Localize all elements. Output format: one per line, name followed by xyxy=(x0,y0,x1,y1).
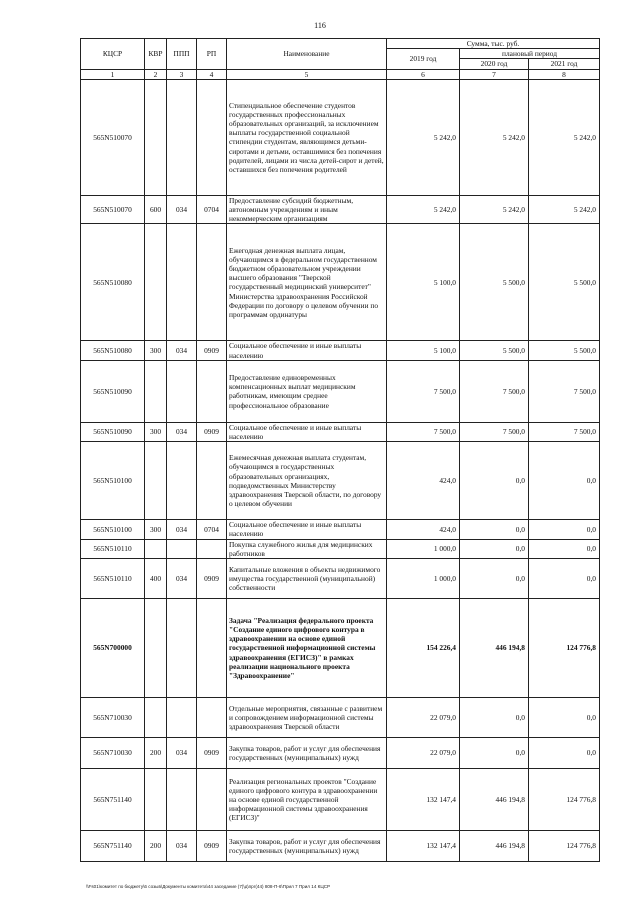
sum-2019-cell: 1 000,0 xyxy=(387,539,460,558)
ppp-cell: 034 xyxy=(167,559,197,599)
kcsr-cell: 565N510100 xyxy=(81,442,145,520)
name-cell: Социальное обеспечение и иные выплаты населению xyxy=(227,341,387,360)
sum-2020-cell: 0,0 xyxy=(460,539,529,558)
table-row xyxy=(81,360,600,422)
table-row xyxy=(81,831,600,862)
sum-2021-cell: 5 242,0 xyxy=(529,195,600,224)
rp-cell: 0704 xyxy=(197,520,227,539)
sum-2021-cell: 124 776,8 xyxy=(529,599,600,698)
sum-2019-cell: 132 147,4 xyxy=(387,831,460,862)
kvr-cell: 300 xyxy=(145,341,167,360)
sum-2021-cell: 0,0 xyxy=(529,539,600,558)
table-row xyxy=(81,769,600,831)
sum-2019-cell: 424,0 xyxy=(387,442,460,520)
name-cell: Капитальные вложения в объекты недвижимого имущества государственной (муниципальной) собственности xyxy=(227,559,387,599)
table-row xyxy=(81,442,600,520)
sum-2020-cell: 5 500,0 xyxy=(460,341,529,360)
sum-2019-cell: 5 242,0 xyxy=(387,195,460,224)
kcsr-cell: 565N510080 xyxy=(81,224,145,341)
rp-cell xyxy=(197,442,227,520)
rp-cell: 0909 xyxy=(197,738,227,769)
kvr-cell: 400 xyxy=(145,559,167,599)
kvr-cell: 200 xyxy=(145,831,167,862)
sum-2019-cell: 5 100,0 xyxy=(387,341,460,360)
sum-2021-cell: 5 500,0 xyxy=(529,341,600,360)
rp-cell xyxy=(197,539,227,558)
header-sum: Сумма, тыс. руб. xyxy=(387,39,600,49)
sum-2020-cell: 7 500,0 xyxy=(460,360,529,422)
ppp-cell: 034 xyxy=(167,341,197,360)
kvr-cell xyxy=(145,79,167,195)
header-num-3: 3 xyxy=(167,69,197,79)
sum-2021-cell: 0,0 xyxy=(529,738,600,769)
sum-2019-cell: 7 500,0 xyxy=(387,360,460,422)
rp-cell xyxy=(197,79,227,195)
sum-2021-cell: 0,0 xyxy=(529,442,600,520)
rp-cell xyxy=(197,224,227,341)
name-cell: Отдельные мероприятия, связанные с развитием и сопровождением информационной системы здравоохранения Тверской области xyxy=(227,698,387,738)
ppp-cell xyxy=(167,698,197,738)
kcsr-cell: 565N510100 xyxy=(81,520,145,539)
kcsr-cell: 565N710030 xyxy=(81,698,145,738)
name-cell: Покупка служебного жилья для медицинских работников xyxy=(227,539,387,558)
header-ppp: ППП xyxy=(167,39,197,70)
ppp-cell xyxy=(167,360,197,422)
table-row xyxy=(81,224,600,341)
header-num-5: 5 xyxy=(227,69,387,79)
sum-2020-cell: 446 194,8 xyxy=(460,831,529,862)
header-kvr: КВР xyxy=(145,39,167,70)
table-row xyxy=(81,698,600,738)
table-row xyxy=(81,539,600,558)
sum-2019-cell: 7 500,0 xyxy=(387,422,460,441)
sum-2021-cell: 124 776,8 xyxy=(529,769,600,831)
kcsr-cell: 565N510080 xyxy=(81,341,145,360)
table-row xyxy=(81,422,600,441)
sum-2020-cell: 0,0 xyxy=(460,698,529,738)
sum-2019-cell: 154 226,4 xyxy=(387,599,460,698)
rp-cell: 0909 xyxy=(197,831,227,862)
kvr-cell: 600 xyxy=(145,195,167,224)
sum-2020-cell: 0,0 xyxy=(460,442,529,520)
sum-2021-cell: 5 242,0 xyxy=(529,79,600,195)
sum-2020-cell: 446 194,8 xyxy=(460,769,529,831)
sum-2021-cell: 7 500,0 xyxy=(529,422,600,441)
header-planned: плановый период xyxy=(460,49,600,59)
name-cell: Предоставление единовременных компенсационных выплат медицинским работникам, имеющим среднее профессиональное образование xyxy=(227,360,387,422)
budget-table xyxy=(80,38,600,862)
sum-2020-cell: 5 500,0 xyxy=(460,224,529,341)
table-row xyxy=(81,738,600,769)
sum-2020-cell: 0,0 xyxy=(460,559,529,599)
table-row xyxy=(81,599,600,698)
header-num-6: 6 xyxy=(387,69,460,79)
rp-cell xyxy=(197,360,227,422)
ppp-cell xyxy=(167,79,197,195)
file-path-footer: \\Fs01\комитет по бюджету\6 созыв\Документы комитета\44 заседание (7)\д\прг(44) 808-П-6\Прил 7 Прил 14 КЦСР xyxy=(86,884,331,889)
ppp-cell: 034 xyxy=(167,422,197,441)
kvr-cell: 300 xyxy=(145,520,167,539)
sum-2020-cell: 5 242,0 xyxy=(460,195,529,224)
name-cell: Стипендиальное обеспечение студентов государственных профессиональных образовательных организаций, за исключением выплаты государственной социальной стипендии студентам, являющимся детьми-сиротами и детьми, оставшимися без попечения родителей, лицами из числа детей-сирот и детей, оставшихся без попечения родителей xyxy=(227,79,387,195)
sum-2020-cell: 7 500,0 xyxy=(460,422,529,441)
sum-2019-cell: 22 079,0 xyxy=(387,738,460,769)
ppp-cell xyxy=(167,769,197,831)
kcsr-cell: 565N710030 xyxy=(81,738,145,769)
ppp-cell xyxy=(167,599,197,698)
ppp-cell xyxy=(167,539,197,558)
kvr-cell xyxy=(145,698,167,738)
rp-cell: 0909 xyxy=(197,559,227,599)
kvr-cell: 300 xyxy=(145,422,167,441)
sum-2020-cell: 0,0 xyxy=(460,738,529,769)
ppp-cell: 034 xyxy=(167,195,197,224)
kvr-cell xyxy=(145,360,167,422)
name-cell: Ежемесячная денежная выплата студентам, обучающимся в государственных образовательных организациях, подведомственных Министерству здравоохранения Тверской области, по договору о целевом обучении xyxy=(227,442,387,520)
ppp-cell xyxy=(167,224,197,341)
sum-2019-cell: 5 100,0 xyxy=(387,224,460,341)
ppp-cell: 034 xyxy=(167,831,197,862)
kvr-cell xyxy=(145,224,167,341)
header-num-4: 4 xyxy=(197,69,227,79)
name-cell: Задача "Реализация федерального проекта "Создание единого цифрового контура в здравоохранении на основе единой государственной информационной системы здравоохранения (ЕГИСЗ)" в рамках реализации национального проекта "Здравоохранение" xyxy=(227,599,387,698)
header-num-8: 8 xyxy=(529,69,600,79)
kcsr-cell: 565N510090 xyxy=(81,360,145,422)
rp-cell: 0909 xyxy=(197,422,227,441)
name-cell: Предоставление субсидий бюджетным, автономным учреждениям и иным некоммерческим организациям xyxy=(227,195,387,224)
rp-cell: 0704 xyxy=(197,195,227,224)
sum-2019-cell: 5 242,0 xyxy=(387,79,460,195)
header-rp: РП xyxy=(197,39,227,70)
kcsr-cell: 565N751140 xyxy=(81,769,145,831)
kcsr-cell: 565N510110 xyxy=(81,539,145,558)
sum-2021-cell: 0,0 xyxy=(529,559,600,599)
kcsr-cell: 565N700000 xyxy=(81,599,145,698)
sum-2019-cell: 132 147,4 xyxy=(387,769,460,831)
rp-cell: 0909 xyxy=(197,341,227,360)
sum-2021-cell: 124 776,8 xyxy=(529,831,600,862)
name-cell: Закупка товаров, работ и услуг для обеспечения государственных (муниципальных) нужд xyxy=(227,831,387,862)
ppp-cell: 034 xyxy=(167,738,197,769)
header-2020: 2020 год xyxy=(460,59,529,69)
header-name: Наименование xyxy=(227,39,387,70)
ppp-cell xyxy=(167,442,197,520)
table-row xyxy=(81,341,600,360)
kcsr-cell: 565N510070 xyxy=(81,195,145,224)
sum-2021-cell: 5 500,0 xyxy=(529,224,600,341)
kvr-cell xyxy=(145,442,167,520)
sum-2021-cell: 0,0 xyxy=(529,698,600,738)
kcsr-cell: 565N510070 xyxy=(81,79,145,195)
kcsr-cell: 565N510090 xyxy=(81,422,145,441)
header-kcsr: КЦСР xyxy=(81,39,145,70)
table-row xyxy=(81,195,600,224)
kvr-cell xyxy=(145,539,167,558)
kvr-cell xyxy=(145,599,167,698)
page-number: 116 xyxy=(314,21,326,30)
sum-2021-cell: 7 500,0 xyxy=(529,360,600,422)
sum-2020-cell: 0,0 xyxy=(460,520,529,539)
name-cell: Социальное обеспечение и иные выплаты населению xyxy=(227,422,387,441)
sum-2021-cell: 0,0 xyxy=(529,520,600,539)
header-2019: 2019 год xyxy=(387,49,460,69)
table-row xyxy=(81,559,600,599)
name-cell: Закупка товаров, работ и услуг для обеспечения государственных (муниципальных) нужд xyxy=(227,738,387,769)
sum-2019-cell: 1 000,0 xyxy=(387,559,460,599)
header-num-2: 2 xyxy=(145,69,167,79)
sum-2019-cell: 424,0 xyxy=(387,520,460,539)
header-num-1: 1 xyxy=(81,69,145,79)
table-row xyxy=(81,79,600,195)
sum-2020-cell: 5 242,0 xyxy=(460,79,529,195)
name-cell: Социальное обеспечение и иные выплаты населению xyxy=(227,520,387,539)
kcsr-cell: 565N510110 xyxy=(81,559,145,599)
rp-cell xyxy=(197,769,227,831)
name-cell: Ежегодная денежная выплата лицам, обучающимся в федеральном государственном бюджетном образовательном учреждении высшего образования "Тверской государственный медицинский университет" Министерства здравоохранения Российской Федерации по договору о целевом обучении по программам ординатуры xyxy=(227,224,387,341)
sum-2020-cell: 446 194,8 xyxy=(460,599,529,698)
kvr-cell xyxy=(145,769,167,831)
name-cell: Реализация региональных проектов "Создание единого цифрового контура в здравоохранении на основе единой государственной информационной системы здравоохранения (ЕГИСЗ)" xyxy=(227,769,387,831)
kvr-cell: 200 xyxy=(145,738,167,769)
table-row xyxy=(81,520,600,539)
sum-2019-cell: 22 079,0 xyxy=(387,698,460,738)
rp-cell xyxy=(197,599,227,698)
ppp-cell: 034 xyxy=(167,520,197,539)
kcsr-cell: 565N751140 xyxy=(81,831,145,862)
header-num-7: 7 xyxy=(460,69,529,79)
header-2021: 2021 год xyxy=(529,59,600,69)
rp-cell xyxy=(197,698,227,738)
